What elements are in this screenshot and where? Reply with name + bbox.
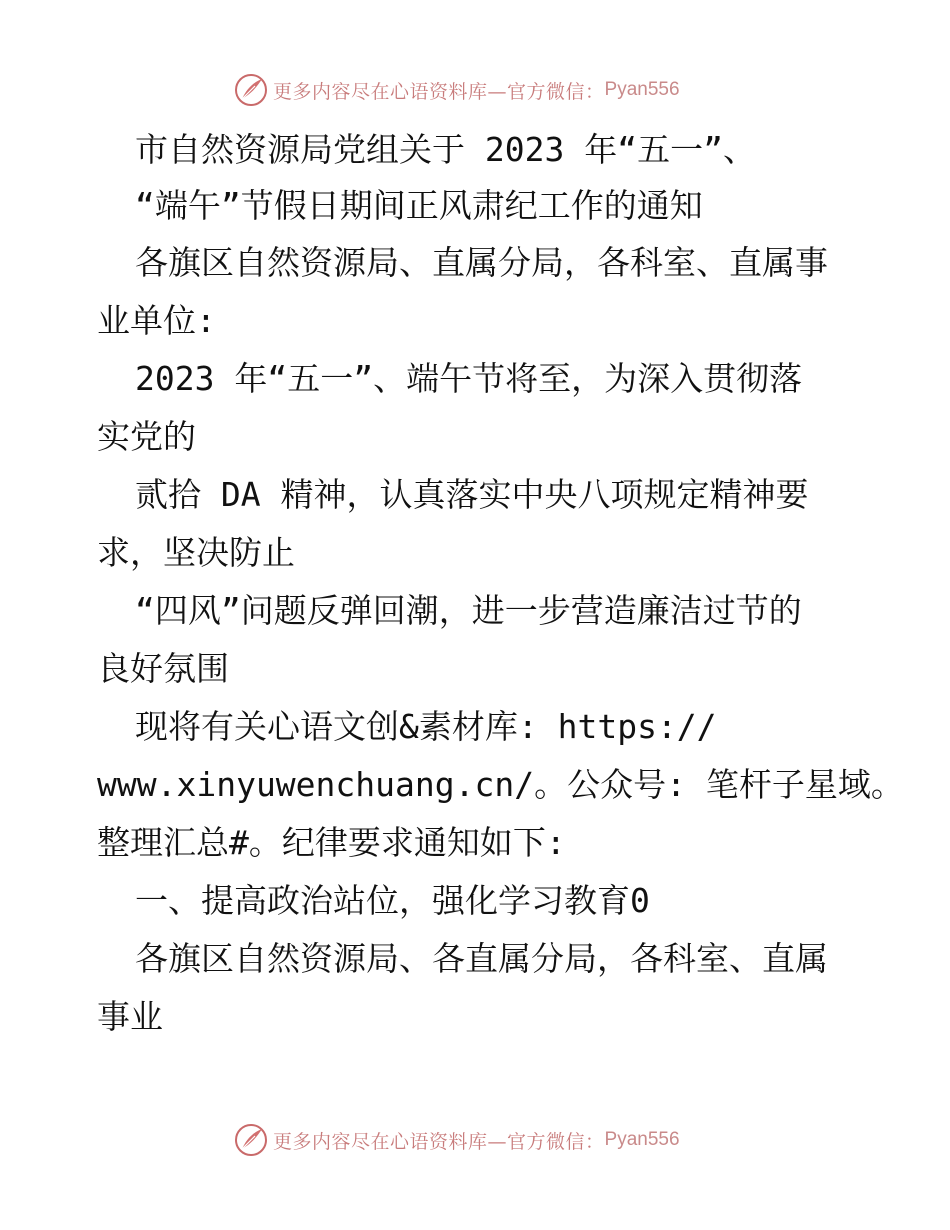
body-line: 2023 年“五一”、端午节将至，为深入贯彻落 <box>135 359 803 398</box>
title-line-2: “端午”节假日期间正风肃纪工作的通知 <box>135 186 703 225</box>
body-line: 现将有关心语文创&素材库: https:// <box>135 707 717 746</box>
body-line: 求，坚决防止 <box>97 533 295 572</box>
section-heading: 一、提高政治站位，强化学习教育0 <box>135 881 650 920</box>
banner-text: 更多内容尽在心语资料库—官方微信： <box>273 1130 605 1153</box>
feather-logo-icon <box>233 1122 269 1158</box>
body-line: 业单位: <box>97 301 216 340</box>
banner-wechat-id: Pyan556 <box>604 1129 680 1150</box>
banner-wechat-id: Pyan556 <box>604 79 680 100</box>
body-line: 整理汇总#。纪律要求通知如下: <box>97 823 566 862</box>
body-line: “四风”问题反弹回潮，进一步营造廉洁过节的 <box>135 591 802 630</box>
body-line: 良好氛围 <box>97 649 229 688</box>
body-line: 实党的 <box>97 417 196 456</box>
body-line: 各旗区自然资源局、各直属分局，各科室、直属 <box>135 939 828 978</box>
footer-banner <box>233 1120 680 1160</box>
title-line-1: 市自然资源局党组关于 2023 年“五一”、 <box>135 130 756 169</box>
body-line: 贰拾 DA 精神，认真落实中央八项规定精神要 <box>135 475 809 514</box>
header-banner <box>233 70 680 110</box>
body-line: 各旗区自然资源局、直属分局，各科室、直属事 <box>135 243 828 282</box>
body-line: www.xinyuwenchuang.cn/。公众号: 笔杆子星域。 <box>97 765 904 804</box>
banner-text: 更多内容尽在心语资料库—官方微信： <box>273 80 605 103</box>
feather-logo-icon <box>233 72 269 108</box>
body-line: 事业 <box>97 997 163 1036</box>
